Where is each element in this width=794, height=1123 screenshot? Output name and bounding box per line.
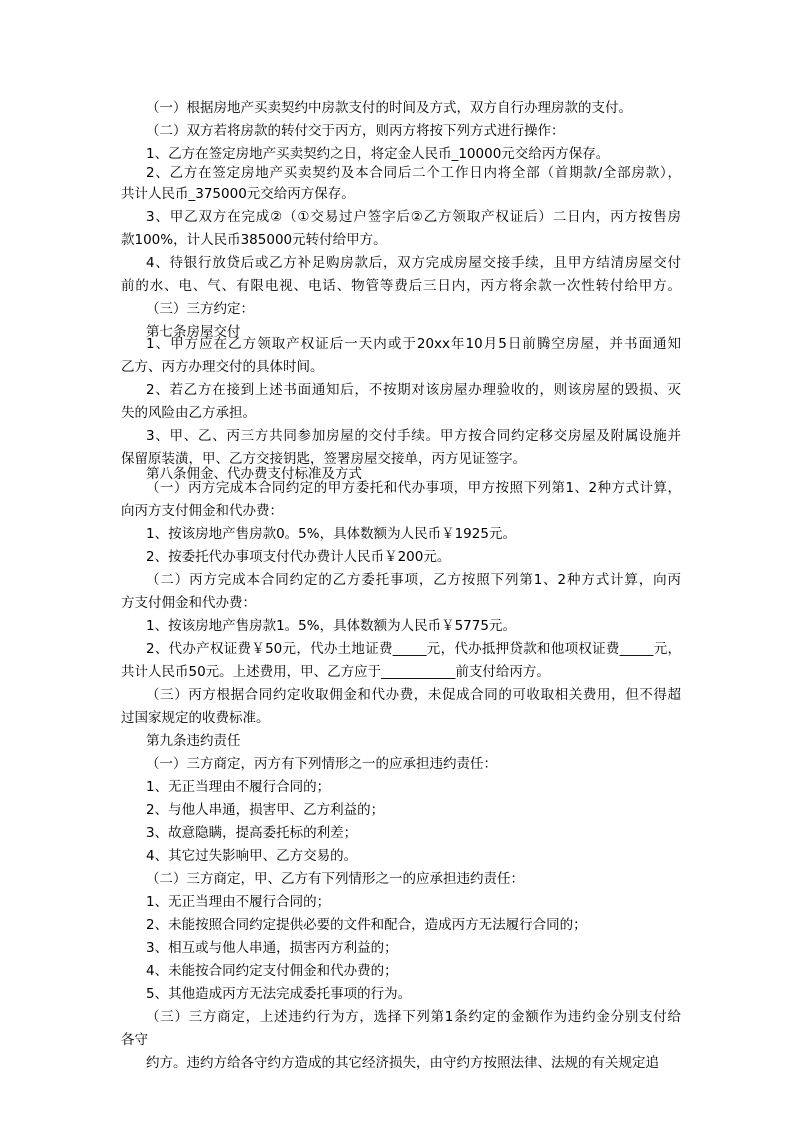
text-line-42: （三）三方商定，上述违约行为方，选择下列第1条约定的金额作为违约金分别支付给 (146, 1009, 681, 1025)
text-line-23: （二）丙方完成本合同约定的乙方委托事项，乙方按照下列第1、2种方式计算，向丙 (146, 572, 681, 588)
text-line-34: 3、故意隐瞒，提高委托标的利差； (146, 825, 358, 841)
text-line-3: 1、乙方在签定房地产买卖契约之日，将定金人民币_10000元交给丙方保存。 (146, 146, 610, 162)
text-line-41: 5、其他造成丙方无法完成委托事项的行为。 (146, 986, 412, 1002)
text-line-28: （三）丙方根据合同约定收取佣金和代办费，未促成合同的可收取相关费用，但不得超 (146, 687, 681, 703)
text-line-14: 2、若乙方在接到上述书面通知后，不按期对该房屋办理验收的，则该房屋的毁损、灭 (146, 382, 681, 398)
text-line-8: 4、待银行放贷后或乙方补足购房款后，双方完成房屋交接手续，且甲方结清房屋交付 (146, 255, 681, 271)
text-line-35: 4、其它过失影响甲、乙方交易的。 (146, 848, 358, 864)
text-line-2: （二）双方若将房款的转付交于丙方，则丙方将按下列方式进行操作： (146, 123, 565, 139)
text-line-25: 1、按该房地产售房款1。5%，具体数额为人民币￥5775元。 (146, 618, 516, 634)
text-line-12: 1、甲方应在乙方领取产权证后一天内或于20xx年10月5日前腾空房屋，并书面通知 (146, 336, 681, 352)
text-line-33: 2、与他人串通，损害甲、乙方利益的； (146, 802, 385, 818)
text-line-4: 2、乙方在签定房地产买卖契约及本合同后二个工作日内将全部（首期款/全部房款）， (146, 165, 681, 181)
text-line-16: 3、甲、乙、丙三方共同参加房屋的交付手续。甲方按合同约定移交房屋及附属设施并 (146, 428, 681, 444)
text-line-6: 3、甲乙双方在完成②（①交易过户签字后②乙方领取产权证后）二日内，丙方按售房 (146, 209, 681, 225)
text-line-17: 保留原装潢，甲、乙方交接钥匙，签署房屋交接单，丙方见证签字。 (121, 451, 526, 467)
text-line-26: 2、代办产权证费￥50元，代办土地证费_____元，代办抵押贷款和他项权证费_____元， (146, 641, 681, 657)
text-line-5: 共计人民币_375000元交给丙方保存。 (121, 186, 355, 202)
text-line-31: （一）三方商定，丙方有下列情形之一的应承担违约责任： (146, 756, 497, 772)
text-line-19: （一）丙方完成本合同约定的甲方委托和代办事项，甲方按照下列第1、2种方式计算， (146, 480, 681, 496)
text-line-24: 方支付佣金和代办费： (121, 595, 256, 611)
text-line-40: 4、未能按合同约定支付佣金和代办费的； (146, 963, 398, 979)
text-line-1: （一）根据房地产买卖契约中房款支付的时间及方式，双方自行办理房款的支付。 (146, 100, 632, 116)
text-line-27: 共计人民币50元。上述费用，甲、乙方应于___________前支付给丙方。 (121, 664, 550, 680)
text-line-44: 约方。违约方给各守约方造成的其它经济损失，由守约方按照法律、法规的有关规定追 (146, 1055, 659, 1071)
text-line-13: 乙方、丙方办理交付的具体时间。 (121, 359, 324, 375)
text-line-18: 第八条佣金、代办费支付标准及方式 (146, 466, 362, 482)
text-line-32: 1、无正当理由不履行合同的； (146, 779, 331, 795)
text-line-30: 第九条违约责任 (146, 733, 241, 749)
text-line-37: 1、无正当理由不履行合同的； (146, 894, 331, 910)
text-line-36: （二）三方商定，甲、乙方有下列情形之一的应承担违约责任： (146, 871, 524, 887)
text-line-20: 向丙方支付佣金和代办费： (121, 503, 283, 519)
text-line-7: 款100%，计人民币385000元转付给甲方。 (121, 232, 387, 248)
text-line-39: 3、相互或与他人串通，损害丙方利益的； (146, 940, 398, 956)
text-line-21: 1、按该房地产售房款0。5%，具体数额为人民币￥1925元。 (146, 526, 516, 542)
text-line-43: 各守 (121, 1032, 148, 1048)
text-line-29: 过国家规定的收费标准。 (121, 710, 270, 726)
text-line-38: 2、未能按照合同约定提供必要的文件和配合，造成丙方无法履行合同的； (146, 917, 587, 933)
text-line-10: （三）三方约定： (146, 301, 254, 317)
text-line-11: 第七条房屋交付 (146, 324, 241, 340)
text-line-22: 2、按委托代办事项支付代办费计人民币￥200元。 (146, 549, 451, 565)
text-line-9: 前的水、电、气、有限电视、电话、物管等费后三日内，丙方将余款一次性转付给甲方。 (121, 278, 681, 294)
text-line-15: 失的风险由乙方承担。 (121, 405, 256, 421)
